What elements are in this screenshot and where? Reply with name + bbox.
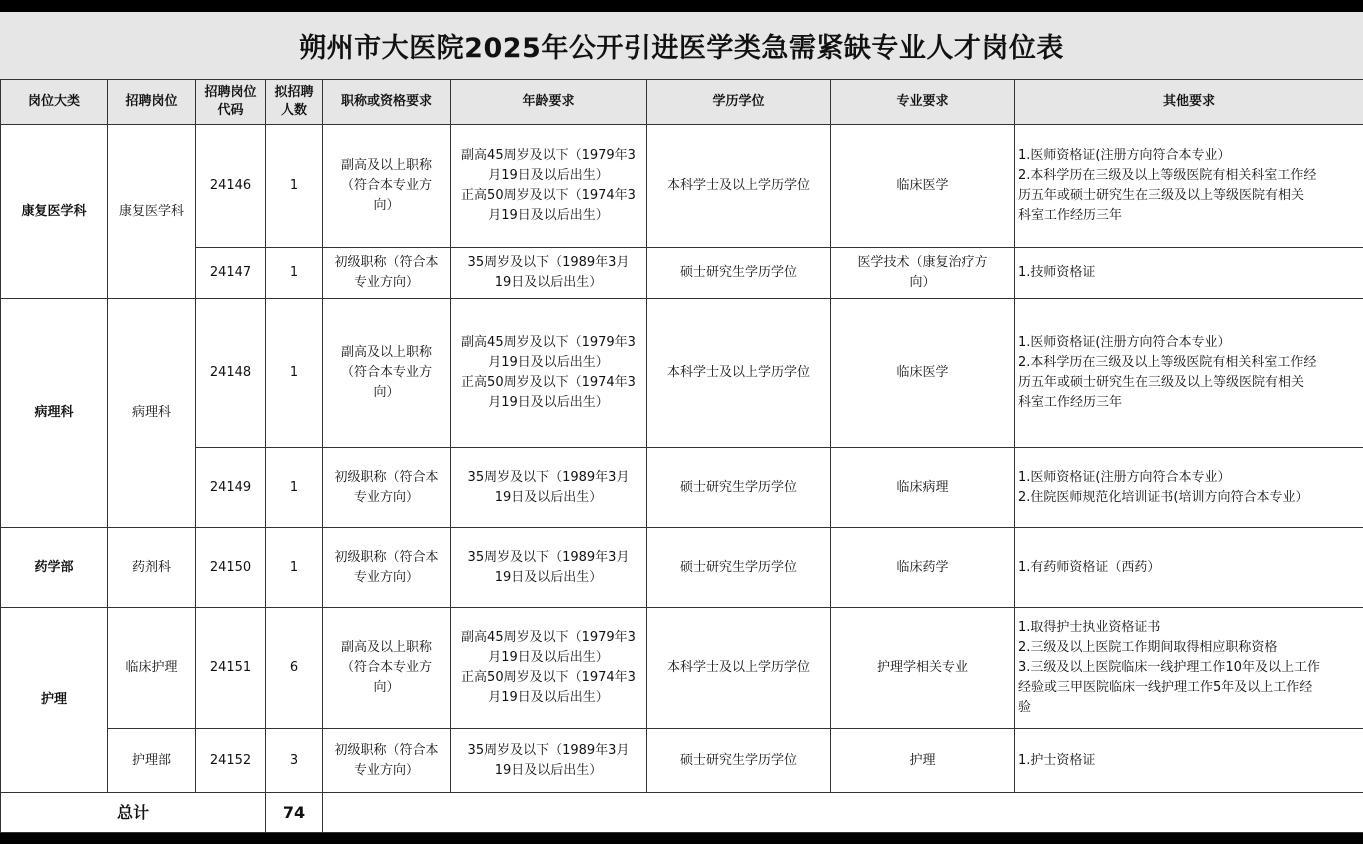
age-req-cell [451, 448, 647, 528]
table-row [1, 448, 1363, 528]
position-cell: 病理科 [108, 299, 196, 528]
text-line: 19日及以后出生） [494, 762, 603, 778]
title-req-cell [323, 248, 451, 299]
category-cell: 药学部 [1, 528, 108, 608]
header-count-label: 拟招聘人数 [274, 85, 314, 118]
title-req-cell [323, 528, 451, 608]
text-line: 3.三级及以上医院临床一线护理工作10年及以上工作 [1018, 660, 1320, 675]
text-line: 历五年或硕士研究生在三级及以上等级医院有相关 [1018, 375, 1305, 390]
page-title: 朔州市大医院2025年公开引进医学类急需紧缺专业人才岗位表 [299, 33, 1064, 64]
text-line: 月19日及以后出生） [488, 208, 609, 223]
header-code [196, 80, 266, 125]
text-line: 正高50周岁及以下（1974年3 [461, 670, 636, 685]
header-count [266, 80, 323, 125]
text-line: 35周岁及以下（1989年3月 [467, 742, 630, 758]
text-line: 科室工作经历三年 [1018, 208, 1123, 223]
count-cell: 6 [266, 608, 323, 729]
age-req-cell [451, 528, 647, 608]
table-row [1, 608, 1363, 729]
text-line: 19日及以后出生） [494, 489, 603, 505]
age-req-cell [451, 608, 647, 729]
text-line: 1.技师资格证 [1018, 265, 1096, 280]
text-line: 向） [373, 198, 400, 213]
major-cell [831, 729, 1015, 793]
total-value: 74 [266, 793, 323, 833]
text-line: 向） [373, 680, 400, 695]
title-req-cell [323, 125, 451, 248]
text-line: 专业方向） [353, 762, 419, 778]
recruitment-sheet [0, 12, 1363, 832]
text-line: （符合本专业方 [340, 660, 432, 675]
text-line: 19日及以后出生） [494, 275, 603, 290]
text-line: 正高50周岁及以下（1974年3 [461, 188, 636, 203]
table-row [1, 729, 1363, 793]
text-line: 2.本科学历在三级及以上等级医院有相关科室工作经 [1018, 355, 1317, 370]
position-cell: 康复医学科 [108, 125, 196, 299]
title-bar [0, 12, 1363, 81]
text-line: 35周岁及以下（1989年3月 [467, 255, 630, 270]
text-line: 副高及以上职称 [340, 640, 432, 655]
text-line: 临床医学 [896, 365, 949, 380]
title-req-cell [323, 729, 451, 793]
other-req-cell [1015, 125, 1363, 248]
text-line: 副高及以上职称 [340, 345, 432, 360]
code-cell: 24146 [196, 125, 266, 248]
header-other: 其他要求 [1015, 80, 1363, 125]
other-req-cell [1015, 729, 1363, 793]
major-cell [831, 248, 1015, 299]
text-line: 专业方向） [353, 275, 419, 290]
position-cell: 护理部 [108, 729, 196, 793]
header-degree: 学历学位 [647, 80, 831, 125]
code-cell: 24152 [196, 729, 266, 793]
title-req-cell [323, 608, 451, 729]
major-cell [831, 528, 1015, 608]
total-label: 总计 [1, 793, 266, 833]
text-line: 专业方向） [353, 489, 419, 505]
text-line: 护理学相关专业 [876, 660, 968, 675]
text-line: 35周岁及以下（1989年3月 [467, 469, 630, 485]
text-line: 初级职称（符合本 [334, 469, 439, 485]
code-cell: 24147 [196, 248, 266, 299]
text-line: 经验或三甲医院临床一线护理工作5年及以上工作经 [1018, 680, 1313, 695]
major-cell [831, 125, 1015, 248]
other-req-cell [1015, 299, 1363, 448]
text-line: 向） [909, 275, 936, 290]
text-line: 医学技术（康复治疗方 [857, 255, 988, 270]
text-line: 1.医师资格证(注册方向符合本专业） [1018, 469, 1231, 485]
title-req-cell [323, 448, 451, 528]
age-req-cell [451, 125, 647, 248]
text-line: 正高50周岁及以下（1974年3 [461, 375, 636, 390]
position-cell: 临床护理 [108, 608, 196, 729]
header-code-label: 招聘岗位代码 [204, 85, 257, 118]
text-line: 月19日及以后出生） [488, 168, 609, 183]
header-category: 岗位大类 [1, 80, 108, 125]
header-position: 招聘岗位 [108, 80, 196, 125]
code-cell: 24151 [196, 608, 266, 729]
text-line: 1.取得护士执业资格证书 [1018, 620, 1161, 635]
text-line: 19日及以后出生） [494, 569, 603, 585]
text-line: 验 [1018, 700, 1032, 715]
total-empty-cell [323, 793, 1363, 833]
text-line: 月19日及以后出生） [488, 395, 609, 410]
text-line: （符合本专业方 [340, 365, 432, 380]
degree-cell: 硕士研究生学历学位 [647, 248, 831, 299]
category-cell: 病理科 [1, 299, 108, 528]
age-req-cell [451, 729, 647, 793]
degree-cell: 硕士研究生学历学位 [647, 448, 831, 528]
text-line: 月19日及以后出生） [488, 650, 609, 665]
count-cell: 1 [266, 299, 323, 448]
age-req-cell [451, 299, 647, 448]
degree-cell: 本科学士及以上学历学位 [647, 608, 831, 729]
text-line: 1.护士资格证 [1018, 752, 1096, 768]
header-title-req: 职称或资格要求 [323, 80, 451, 125]
code-cell: 24148 [196, 299, 266, 448]
text-line: 1.医师资格证(注册方向符合本专业） [1018, 148, 1231, 163]
text-line: 2.三级及以上医院工作期间取得相应职称资格 [1018, 640, 1278, 655]
text-line: 2.本科学历在三级及以上等级医院有相关科室工作经 [1018, 168, 1317, 183]
text-line: 副高45周岁及以下（1979年3 [461, 630, 636, 645]
text-line: 初级职称（符合本 [334, 742, 439, 758]
header-major: 专业要求 [831, 80, 1015, 125]
text-line: （符合本专业方 [340, 178, 432, 193]
count-cell: 1 [266, 248, 323, 299]
degree-cell: 本科学士及以上学历学位 [647, 299, 831, 448]
table-row [1, 125, 1363, 248]
degree-cell: 本科学士及以上学历学位 [647, 125, 831, 248]
text-line: 初级职称（符合本 [334, 255, 439, 270]
table-row [1, 299, 1363, 448]
text-line: 初级职称（符合本 [334, 549, 439, 565]
text-line: 月19日及以后出生） [488, 355, 609, 370]
major-cell [831, 448, 1015, 528]
category-cell: 护理 [1, 608, 108, 793]
text-line: 副高45周岁及以下（1979年3 [461, 148, 636, 163]
table-row [1, 528, 1363, 608]
major-cell [831, 299, 1015, 448]
position-cell: 药剂科 [108, 528, 196, 608]
other-req-cell [1015, 608, 1363, 729]
code-cell: 24150 [196, 528, 266, 608]
count-cell: 1 [266, 448, 323, 528]
text-line: 副高45周岁及以下（1979年3 [461, 335, 636, 350]
other-req-cell [1015, 528, 1363, 608]
text-line: 临床病理 [896, 479, 949, 495]
major-cell [831, 608, 1015, 729]
total-row [1, 793, 1363, 833]
text-line: 1.医师资格证(注册方向符合本专业） [1018, 335, 1231, 350]
text-line: 科室工作经历三年 [1018, 395, 1123, 410]
title-req-cell [323, 299, 451, 448]
text-line: 副高及以上职称 [340, 158, 432, 173]
text-line: 历五年或硕士研究生在三级及以上等级医院有相关 [1018, 188, 1305, 203]
text-line: 月19日及以后出生） [488, 690, 609, 705]
header-age-req: 年龄要求 [451, 80, 647, 125]
degree-cell: 硕士研究生学历学位 [647, 528, 831, 608]
code-cell: 24149 [196, 448, 266, 528]
count-cell: 1 [266, 528, 323, 608]
count-cell: 3 [266, 729, 323, 793]
category-cell: 康复医学科 [1, 125, 108, 299]
age-req-cell [451, 248, 647, 299]
text-line: 临床药学 [896, 559, 949, 575]
count-cell: 1 [266, 125, 323, 248]
other-req-cell [1015, 248, 1363, 299]
table-row [1, 248, 1363, 299]
header-row [1, 80, 1363, 125]
text-line: 临床医学 [896, 178, 949, 193]
text-line: 1.有药师资格证（西药） [1018, 559, 1161, 575]
text-line: 2.住院医师规范化培训证书(培训方向符合本专业） [1018, 489, 1309, 505]
degree-cell: 硕士研究生学历学位 [647, 729, 831, 793]
text-line: 35周岁及以下（1989年3月 [467, 549, 630, 565]
text-line: 护理 [909, 752, 936, 768]
other-req-cell [1015, 448, 1363, 528]
positions-table [0, 79, 1363, 833]
text-line: 专业方向） [353, 569, 419, 585]
text-line: 向） [373, 385, 400, 400]
